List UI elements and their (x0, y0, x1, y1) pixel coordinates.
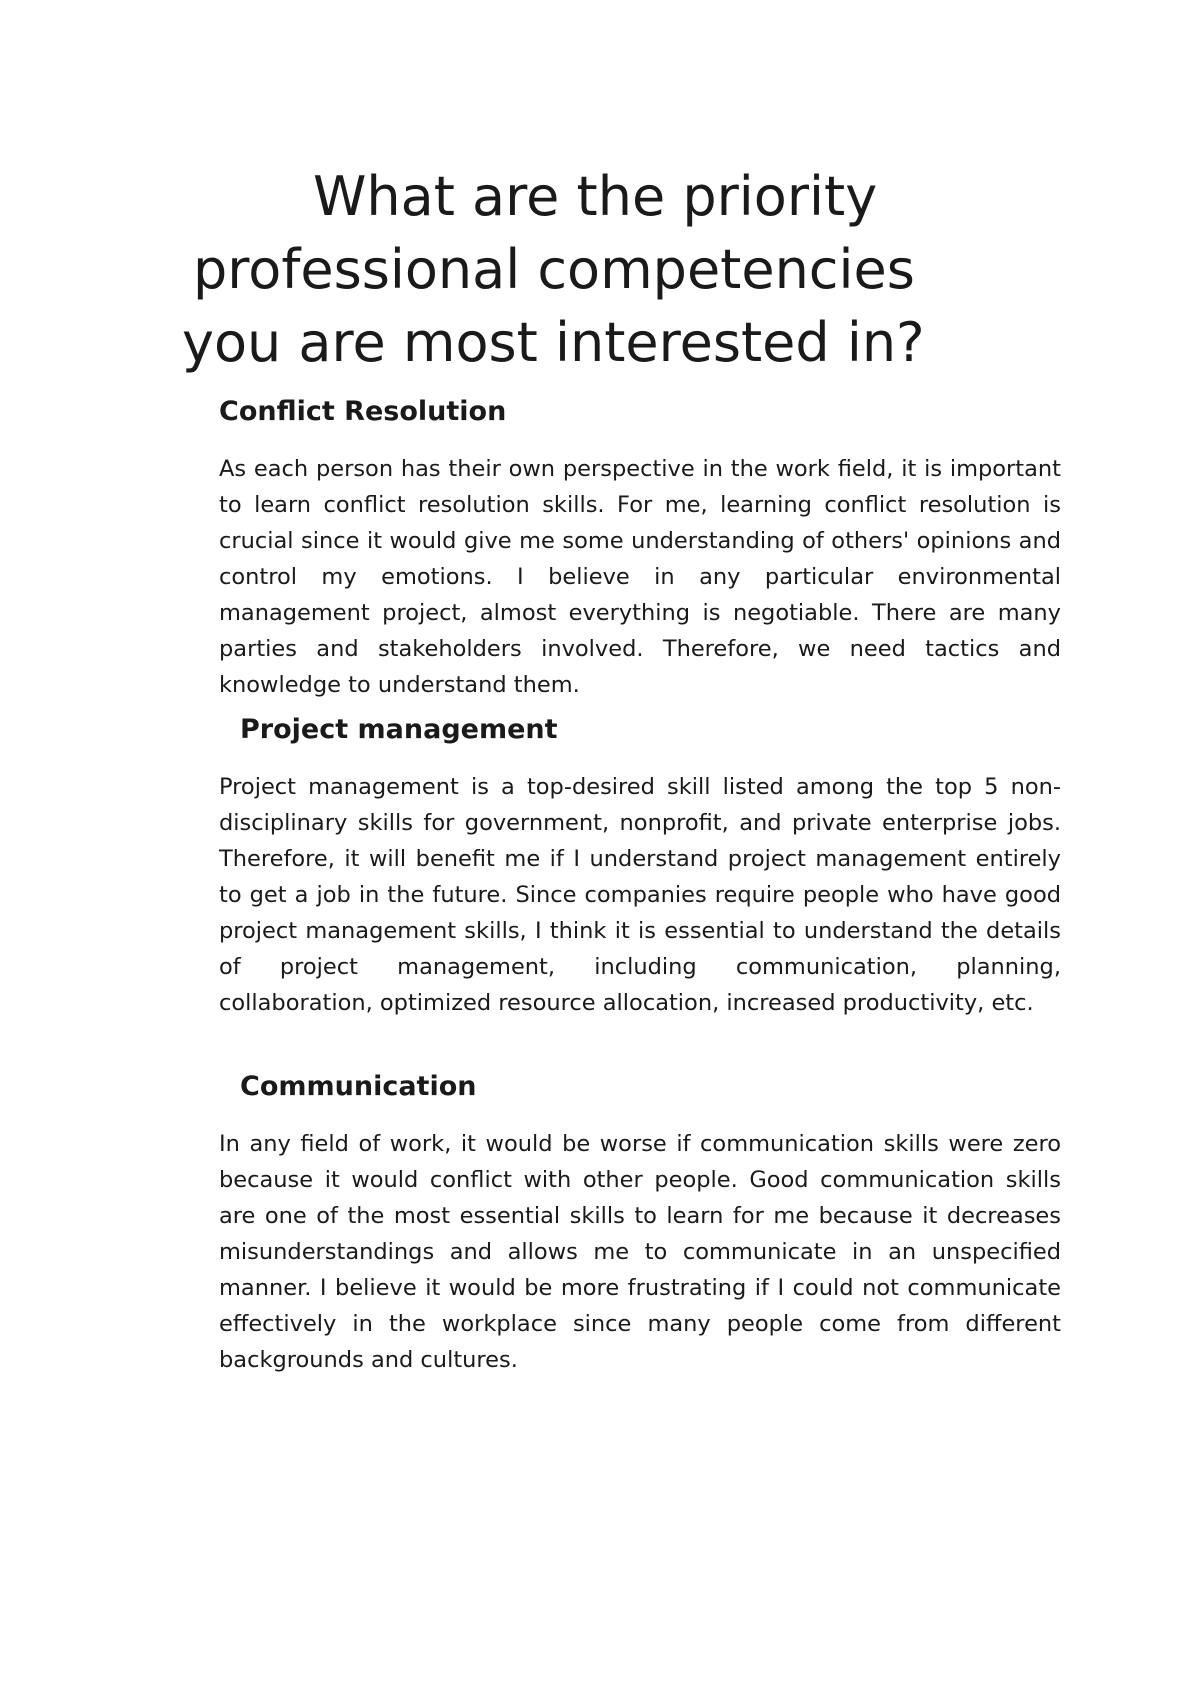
section-communication (219, 1070, 1061, 1378)
title-line-3: you are most interested in? (182, 311, 925, 374)
document-title (150, 160, 1050, 379)
section-heading: Project management (240, 714, 558, 745)
title-line-2: professional competencies (193, 238, 915, 301)
section-heading: Communication (240, 1071, 477, 1102)
title-line-1: What are the priority (313, 165, 878, 228)
section-body: Project management is a top-desired skill listed among the top 5 non-disciplinary skills for government, nonprofit, and private enterprise jobs. Therefore, it will benefit me if I understand project management entirely to get a job in the future. Since companies require people who have good project management skills, I think it is essential to understand the details of project management, including communication, planning, collaboration, optimized resource allocation, increased productivity, etc. (219, 774, 1061, 1016)
section-body: As each person has their own perspective in the work field, it is important to learn conflict resolution skills. For me, learning conflict resolution is crucial since it would give me some understanding of others' opinions and control my emotions. I believe in any particular environmental management project, almost everything is negotiable. There are many parties and stakeholders involved. Therefore, we need tactics and knowledge to understand them. (219, 456, 1061, 698)
section-conflict-resolution (219, 395, 1061, 703)
section-project-management (219, 713, 1061, 1021)
section-body: In any field of work, it would be worse if communication skills were zero because it would conflict with other people. Good communication skills are one of the most essential skills to learn for me because it decreases misunderstandings and allows me to communicate in an unspecified manner. I believe it would be more frustrating if I could not communicate effectively in the workplace since many people come from different backgrounds and cultures. (219, 1131, 1061, 1373)
section-heading: Conflict Resolution (219, 396, 507, 427)
